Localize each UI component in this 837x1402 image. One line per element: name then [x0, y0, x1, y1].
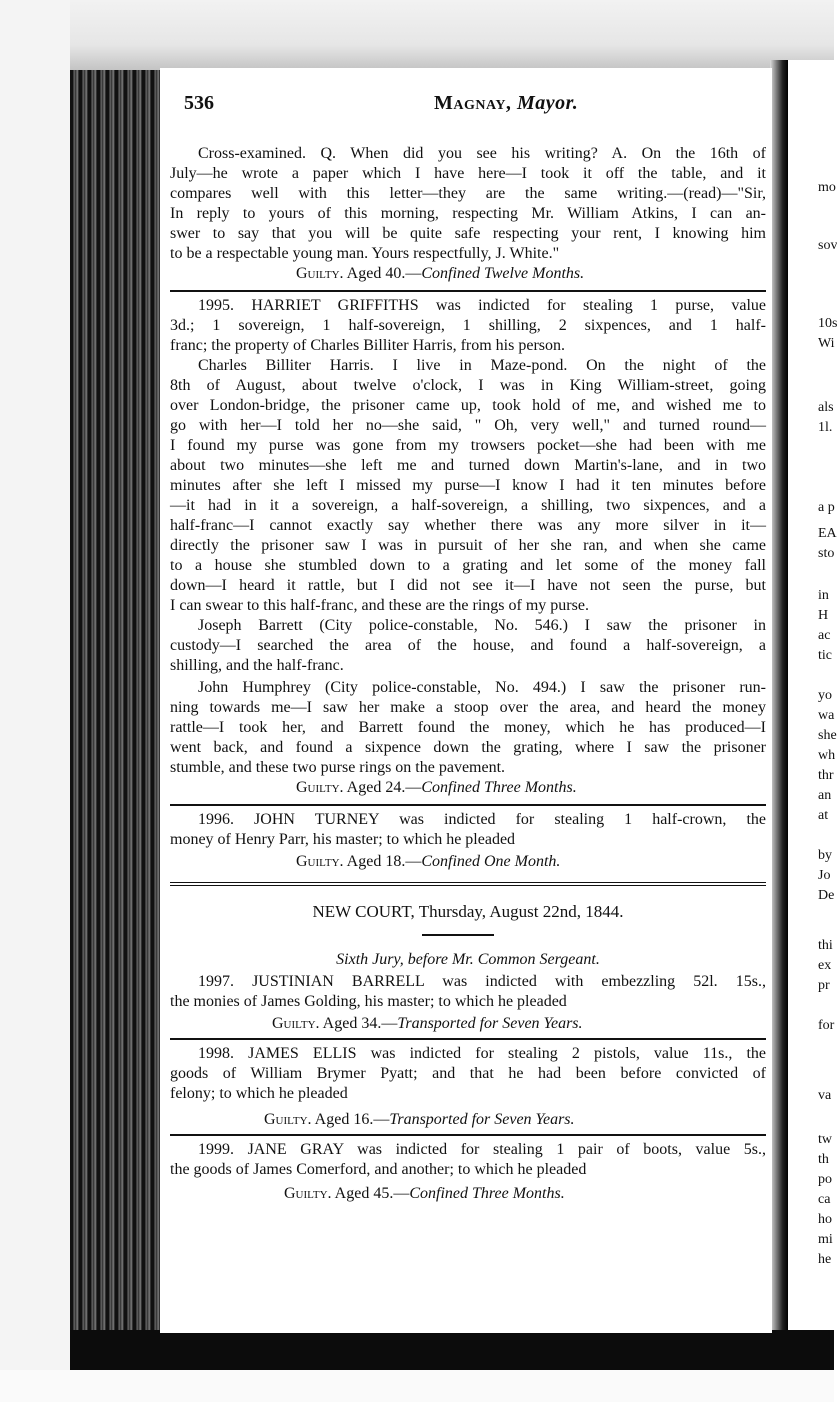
text-line: swer to say that you will be quite safe respecting your rent, I knowing him — [170, 225, 766, 242]
text-line: to a house she stumbled down to a grating and let some of the money fall — [170, 557, 766, 574]
case-title-line: 1997. JUSTINIAN BARRELL was indicted with embezzling 52l. 15s., — [198, 973, 766, 990]
case-title-line: 1999. JANE GRAY was indicted for stealing 1 pair of boots, value 5s., — [198, 1141, 766, 1158]
text-line: franc; the property of Charles Billiter Harris, from his person. — [170, 337, 565, 354]
adjacent-page-fragment: H — [818, 608, 829, 623]
adjacent-page-fragment: Wi — [818, 336, 835, 351]
case-title-line: 1995. HARRIET GRIFFITHS was indicted for stealing 1 purse, value — [198, 297, 766, 314]
text-line: goods of William Brymer Pyatt; and that he had been before convicted of — [170, 1065, 766, 1082]
text-line: go with her—I told her no—she said, " Oh, very well," and turned round— — [170, 417, 766, 434]
text-line: I can swear to this half-franc, and these are the rings of my purse. — [170, 597, 589, 614]
adjacent-page-fragment: for — [818, 1018, 835, 1033]
adjacent-page-fragment: wa — [818, 708, 835, 723]
text-line: went back, and found a sixpence down the grating, where I saw the prisoner — [170, 739, 766, 756]
book-page-edges — [70, 70, 160, 1345]
page-number: 536 — [184, 92, 214, 114]
section-rule — [170, 804, 766, 806]
adjacent-page-fragment: tic — [818, 648, 832, 663]
adjacent-page-fragment: she — [818, 728, 837, 743]
adjacent-page-fragment: als — [818, 400, 834, 415]
text-line: custody—I searched the area of the house, and found a half-sovereign, a — [170, 637, 766, 654]
running-title: Magnay, Mayor. — [434, 92, 579, 114]
scan-bottom-margin — [0, 1370, 834, 1402]
text-line: ning towards me—I saw her make a stoop over the area, and heard the money — [170, 699, 766, 716]
running-head — [184, 92, 762, 122]
text-line: stumble, and these two purse rings on the pavement. — [170, 759, 506, 776]
adjacent-page-fragment: pr — [818, 978, 830, 993]
adjacent-page-fragment: va — [818, 1088, 832, 1103]
text-line: 3d.; 1 sovereign, 1 half-sovereign, 1 shilling, 2 sixpences, and 1 half- — [170, 317, 766, 334]
text-line: down—I heard it rattle, but I did not see it—I have not seen the purse, but — [170, 577, 766, 594]
adjacent-page-fragment: ac — [818, 628, 831, 643]
court-heading: NEW COURT, Thursday, August 22nd, 1844. — [312, 902, 624, 921]
text-line: compares well with this letter—they are the same writing.—(read)—"Sir, — [170, 185, 766, 202]
text-line: minutes after she left I missed my purse—I know I had it ten minutes before — [170, 477, 766, 494]
adjacent-page-fragment: De — [818, 888, 835, 903]
adjacent-page-fragment: thr — [818, 768, 834, 783]
text-line: July—he wrote a paper which I have here—I took it off the table, and it — [170, 165, 766, 182]
adjacent-page-fragment: th — [818, 1152, 829, 1167]
adjacent-page-fragment: ex — [818, 958, 832, 973]
text-line: I found my purse was gone from my trowsers pocket—she had been with me — [170, 437, 766, 454]
witness-line: John Humphrey (City police-constable, No. 494.) I saw the prisoner run- — [198, 679, 766, 696]
text-line: 8th of August, about twelve o'clock, I was in King William-street, going — [170, 377, 766, 394]
adjacent-page-fragment: an — [818, 788, 832, 803]
text-line: the monies of James Golding, his master; to which he pleaded — [170, 993, 567, 1010]
verdict: Guilty. Aged 24.—Confined Three Months. — [296, 779, 577, 796]
adjacent-page-fragment: po — [818, 1172, 832, 1187]
adjacent-page-fragment: Jo — [818, 868, 831, 883]
case-title-line: 1996. JOHN TURNEY was indicted for stealing 1 half-crown, the — [198, 811, 766, 828]
section-double-rule — [170, 882, 766, 886]
adjacent-page-fragment: sto — [818, 546, 835, 561]
text-line: money of Henry Parr, his master; to which he pleaded — [170, 831, 516, 848]
text-line: Cross-examined. Q. When did you see his writing? A. On the 16th of — [198, 145, 766, 162]
adjacent-page — [788, 60, 837, 1332]
short-rule — [422, 934, 494, 936]
witness-line: Joseph Barrett (City police-constable, No. 546.) I saw the prisoner in — [198, 617, 766, 634]
scan-left-margin — [0, 0, 70, 1402]
adjacent-page-fragment: thi — [818, 938, 833, 953]
adjacent-page-fragment: yo — [818, 688, 832, 703]
adjacent-page-fragment: ho — [818, 1212, 832, 1227]
book-gutter — [770, 60, 788, 1340]
scan-bottom-band — [70, 1330, 834, 1370]
text-line: the goods of James Comerford, and another; to which he pleaded — [170, 1161, 587, 1178]
witness-line: Charles Billiter Harris. I live in Maze-pond. On the night of the — [198, 357, 766, 374]
adjacent-page-fragment: a p — [818, 500, 835, 515]
adjacent-page-fragment: he — [818, 1252, 832, 1267]
text-line: to be a respectable young man. Yours respectfully, J. White." — [170, 245, 560, 262]
text-line: shilling, and the half-franc. — [170, 657, 344, 674]
verdict: Guilty. Aged 34.—Transported for Seven Years. — [272, 1015, 583, 1032]
text-line: —it had in it a sovereign, a half-sovereign, a shilling, two sixpences, and a — [170, 497, 766, 514]
verdict: Guilty. Aged 18.—Confined One Month. — [296, 853, 561, 870]
verdict: Guilty. Aged 40.—Confined Twelve Months. — [296, 265, 585, 282]
adjacent-page-fragment: wh — [818, 748, 836, 763]
text-line: about two minutes—she left me and turned down Martin's-lane, and in two — [170, 457, 766, 474]
adjacent-page-fragment: in — [818, 588, 829, 603]
adjacent-page-fragment: sov — [818, 238, 837, 253]
section-rule — [170, 1038, 766, 1040]
case-title-line: 1998. JAMES ELLIS was indicted for stealing 2 pistols, value 11s., the — [198, 1045, 766, 1062]
adjacent-page-fragment: 10s — [818, 316, 837, 331]
text-line: half-franc—I cannot exactly say whether there was any more silver in it— — [170, 517, 766, 534]
adjacent-page-fragment: by — [818, 848, 832, 863]
adjacent-page-fragment: mi — [818, 1232, 833, 1247]
section-rule — [170, 1134, 766, 1136]
book-page — [160, 68, 772, 1333]
jury-heading: Sixth Jury, before Mr. Common Sergeant. — [336, 951, 600, 968]
adjacent-page-fragment: ca — [818, 1192, 831, 1207]
adjacent-page-fragment: EA — [818, 526, 837, 541]
adjacent-page-fragment: tw — [818, 1132, 832, 1147]
scan-top-shadow — [0, 0, 834, 75]
adjacent-page-fragment: 1l. — [818, 420, 833, 435]
text-line: In reply to yours of this morning, respecting Mr. William Atkins, I can an- — [170, 205, 766, 222]
verdict: Guilty. Aged 16.—Transported for Seven Years. — [264, 1111, 575, 1128]
verdict: Guilty. Aged 45.—Confined Three Months. — [284, 1185, 565, 1202]
text-line: over London-bridge, the prisoner came up, took hold of me, and wished me to — [170, 397, 766, 414]
text-line: felony; to which he pleaded — [170, 1085, 348, 1102]
adjacent-page-fragment: mo — [818, 180, 836, 195]
section-rule — [170, 290, 766, 292]
text-line: directly the prisoner saw I was in pursuit of her she ran, and when she came — [170, 537, 766, 554]
adjacent-page-fragment: at — [818, 808, 829, 823]
text-line: rattle—I took her, and Barrett found the money, which he has produced—I — [170, 719, 766, 736]
